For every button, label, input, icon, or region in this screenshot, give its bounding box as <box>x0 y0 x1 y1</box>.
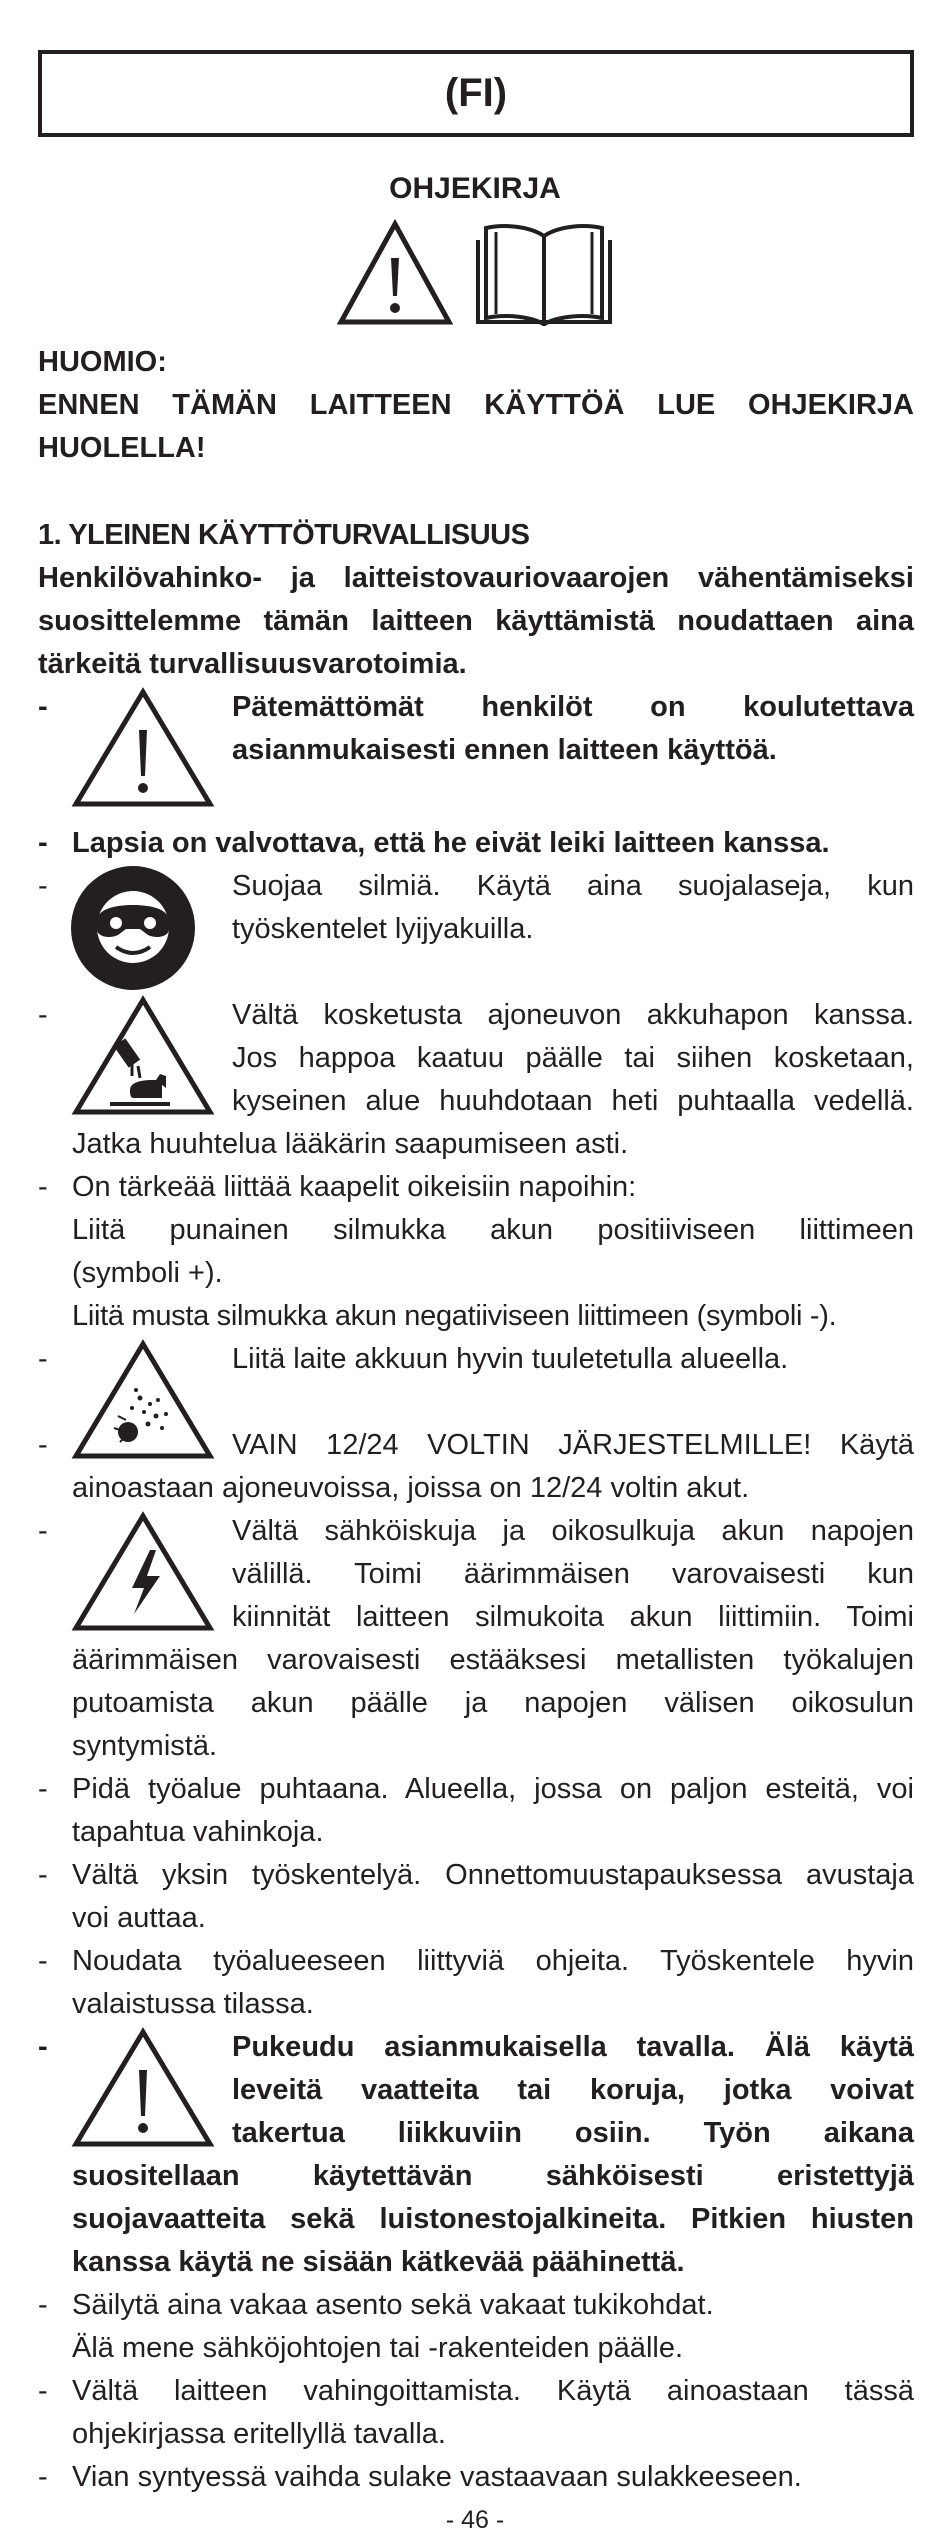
explosive-gas-icon <box>70 1338 216 1462</box>
bullet-dash: - <box>38 1171 48 1203</box>
notice-label: HUOMIO: <box>38 346 167 378</box>
item3-line-2: työskentelet lyijyakuilla. <box>232 913 534 945</box>
language-code: (FI) <box>444 71 508 115</box>
item9-line-2: tapahtua vahinkoja. <box>72 1816 324 1848</box>
intro-line-3: tärkeitä turvallisuusvarotoimia. <box>38 648 467 680</box>
item14-line-2: ohjekirjassa eritellyllä tavalla. <box>72 2418 446 2450</box>
item12-line-1: Pukeudu asianmukaisella tavalla. Älä käytä <box>232 2031 914 2063</box>
corrosive-acid-icon <box>70 994 216 1118</box>
item9-line-1: Pidä työalue puhtaana. Alueella, jossa on paljon esteitä, voi <box>72 1773 914 1805</box>
open-book-icon <box>474 218 614 326</box>
bullet-dash: - <box>38 1859 48 1891</box>
bullet-dash: - <box>38 999 48 1031</box>
item8-line-4: äärimmäisen varovaisesti estääksesi metallisten työkalujen <box>72 1644 914 1676</box>
item7-line-1: VAIN 12/24 VOLTIN JÄRJESTELMILLE! Käytä <box>232 1429 914 1461</box>
item11-line-2: valaistussa tilassa. <box>72 1988 314 2020</box>
bullet-dash: - <box>38 1429 48 1461</box>
bullet-dash: - <box>38 1945 48 1977</box>
item12-line-5: suojavaatteita sekä luistonestojalkineita. Pitkien hiusten <box>72 2203 914 2235</box>
item8-line-5: putoamista akun päälle ja napojen välisen oikosulun <box>72 1687 914 1719</box>
notice-line-2: HUOLELLA! <box>38 432 206 464</box>
item8-line-3: kiinnität laitteen silmukoita akun liittimiin. Toimi <box>232 1601 914 1633</box>
electric-shock-icon <box>70 1510 216 1634</box>
item11-line-1: Noudata työalueeseen liittyviä ohjeita. Työskentele hyvin <box>72 1945 914 1977</box>
safety-goggles-icon <box>70 865 196 991</box>
warning-triangle-icon <box>70 2026 216 2150</box>
item8-line-1: Vältä sähköiskuja ja oikosulkuja akun napojen <box>232 1515 914 1547</box>
intro-line-2: suosittelemme tämän laitteen käyttämistä noudattaen aina <box>38 605 914 637</box>
item8-line-6: syntymistä. <box>72 1730 218 1762</box>
bullet-dash: - <box>38 691 48 723</box>
item12-line-4: suositellaan käytettävän sähköisesti eristettyjä <box>72 2160 914 2192</box>
item12-line-3: takertua liikkuviin osiin. Työn aikana <box>232 2117 914 2149</box>
item12-line-6: kanssa käytä ne sisään kätkevää päähinettä. <box>72 2246 685 2278</box>
item12-line-2: leveitä vaatteita tai koruja, jotka voivat <box>232 2074 914 2106</box>
bullet-dash: - <box>38 1343 48 1375</box>
bullet-dash: - <box>38 870 48 902</box>
intro-line-1: Henkilövahinko- ja laitteistovauriovaarojen vähentämiseksi <box>38 562 914 594</box>
manual-title: OHJEKIRJA <box>389 172 561 205</box>
bullet-dash: - <box>38 1515 48 1547</box>
item13-line-1: Säilytä aina vakaa asento sekä vakaat tukikohdat. <box>72 2289 714 2321</box>
page-number: - 46 - <box>445 2506 505 2534</box>
warning-triangle-icon <box>336 218 454 328</box>
item15-text: Vian syntyessä vaihda sulake vastaavaan sulakkeeseen. <box>72 2461 802 2493</box>
language-header <box>38 50 914 137</box>
item5-line-3: (symboli +). <box>72 1257 223 1289</box>
item4-line-3: kyseinen alue huuhdotaan heti puhtaalla vedellä. <box>232 1085 914 1117</box>
section-heading: 1. YLEINEN KÄYTTÖTURVALLISUUS <box>38 519 530 551</box>
bullet-dash: - <box>38 2461 48 2493</box>
item1-line-1: Pätemättömät henkilöt on koulutettava <box>232 691 914 723</box>
item4-line-2: Jos happoa kaatuu päälle tai siihen kosketaan, <box>232 1042 914 1074</box>
item10-line-2: voi auttaa. <box>72 1902 206 1934</box>
bullet-dash: - <box>38 2289 48 2321</box>
item13-line-2: Älä mene sähköjohtojen tai -rakenteiden päälle. <box>72 2332 684 2364</box>
item1-line-2: asianmukaisesti ennen laitteen käyttöä. <box>232 734 777 766</box>
bullet-dash: - <box>38 827 48 859</box>
item8-line-2: välillä. Toimi äärimmäisen varovaisesti kun <box>232 1558 914 1590</box>
item4-line-4: Jatka huuhtelua lääkärin saapumiseen asti. <box>72 1128 629 1160</box>
warning-triangle-icon <box>70 686 216 810</box>
item5-line-4: Liitä musta silmukka akun negatiiviseen liittimeen (symboli -). <box>72 1300 837 1332</box>
item10-line-1: Vältä yksin työskentelyä. Onnettomuustapauksessa avustaja <box>72 1859 914 1891</box>
bullet-dash: - <box>38 1773 48 1805</box>
item6-text: Liitä laite akkuun hyvin tuuletetulla alueella. <box>232 1343 789 1375</box>
notice-line-1: ENNEN TÄMÄN LAITTEEN KÄYTTÖÄ LUE OHJEKIRJA <box>38 389 914 421</box>
item2-text: Lapsia on valvottava, että he eivät leiki laitteen kanssa. <box>72 827 830 859</box>
item7-line-2: ainoastaan ajoneuvoissa, joissa on 12/24 voltin akut. <box>72 1472 750 1504</box>
item5-line-1: On tärkeää liittää kaapelit oikeisiin napoihin: <box>72 1171 637 1203</box>
bullet-dash: - <box>38 2375 48 2407</box>
item3-line-1: Suojaa silmiä. Käytä aina suojalaseja, kun <box>232 870 914 902</box>
item5-line-2: Liitä punainen silmukka akun positiiviseen liittimeen <box>72 1214 914 1246</box>
item4-line-1: Vältä kosketusta ajoneuvon akkuhapon kanssa. <box>232 999 914 1031</box>
item14-line-1: Vältä laitteen vahingoittamista. Käytä ainoastaan tässä <box>72 2375 914 2407</box>
bullet-dash: - <box>38 2031 48 2063</box>
